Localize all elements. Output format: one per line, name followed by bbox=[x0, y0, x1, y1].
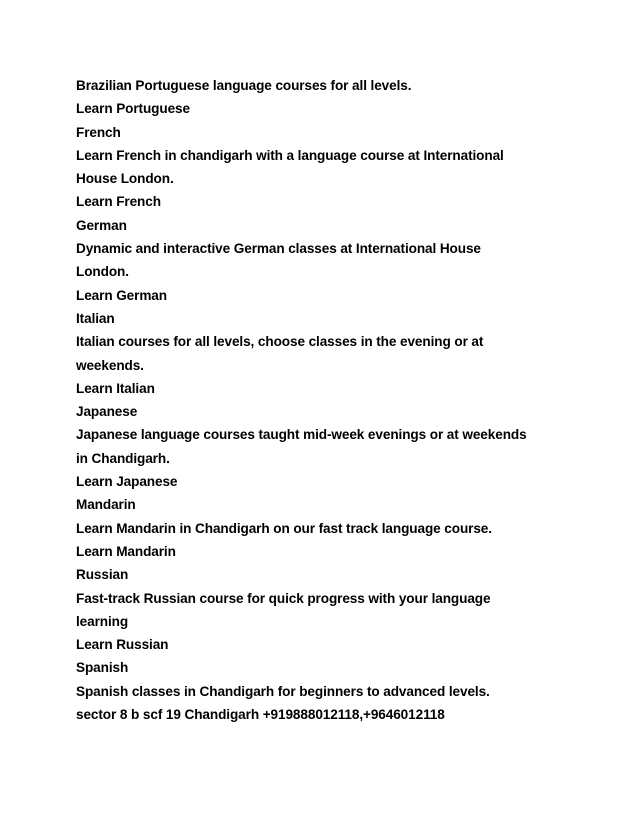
document-body bbox=[76, 74, 596, 726]
text-line: Italian courses for all levels, choose classes in the evening or at bbox=[76, 334, 484, 350]
text-line: German bbox=[76, 217, 127, 233]
text-line: Russian bbox=[76, 567, 129, 583]
text-line: Learn Mandarin in Chandigarh on our fast track language course. bbox=[76, 520, 492, 536]
text-line: London. bbox=[76, 264, 129, 280]
text-line: weekends. bbox=[76, 357, 144, 373]
text-line: Learn French bbox=[76, 194, 161, 210]
text-line: Learn Mandarin bbox=[76, 543, 176, 559]
text-line: Learn Italian bbox=[76, 380, 155, 396]
text-line: House London. bbox=[76, 171, 174, 187]
text-line: Japanese bbox=[76, 404, 138, 420]
text-line: sector 8 b scf 19 Chandigarh +919888012118,+9646012118 bbox=[76, 707, 445, 723]
text-line: French bbox=[76, 124, 121, 140]
text-line: learning bbox=[76, 613, 129, 629]
text-line: Mandarin bbox=[76, 497, 136, 513]
text-line: Learn French in chandigarh with a language course at International bbox=[76, 147, 504, 163]
text-line: Learn Japanese bbox=[76, 474, 178, 490]
text-line: Spanish classes in Chandigarh for beginners to advanced levels. bbox=[76, 683, 490, 699]
text-line: Dynamic and interactive German classes at International House bbox=[76, 241, 481, 257]
text-line: Learn German bbox=[76, 287, 167, 303]
text-line: Learn Russian bbox=[76, 637, 169, 653]
text-line: Brazilian Portuguese language courses for all levels. bbox=[76, 78, 412, 93]
text-line: Spanish bbox=[76, 660, 129, 676]
text-line: in Chandigarh. bbox=[76, 450, 170, 466]
text-line: Learn Portuguese bbox=[76, 101, 190, 117]
text-line: Fast-track Russian course for quick progress with your language bbox=[76, 590, 491, 606]
text-line: Italian bbox=[76, 310, 115, 326]
text-line: Japanese language courses taught mid-week evenings or at weekends bbox=[76, 427, 527, 443]
